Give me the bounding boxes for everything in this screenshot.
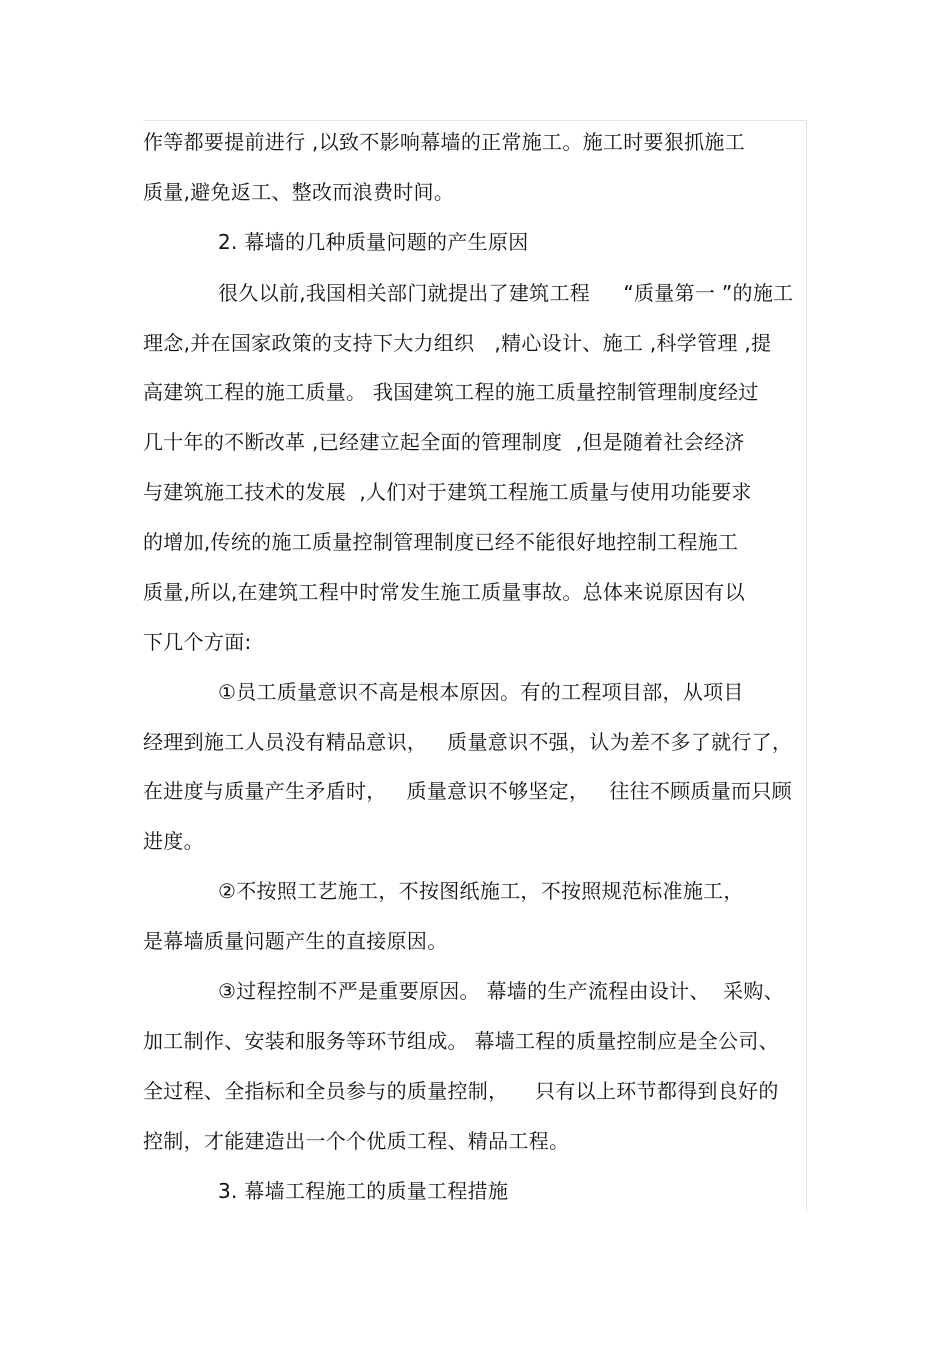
text-line: ③过程控制不严是重要原因。 幕墙的生产流程由设计、 采购、 — [218, 979, 785, 1003]
text-line: 控制，才能建造出一个个优质工程、精品工程。 — [143, 1129, 570, 1153]
text-line: 进度。 — [143, 829, 204, 853]
text-line: 很久以前,我国相关部门就提出了建筑工程 “质量第一 ”的施工 — [218, 281, 794, 305]
text-line: 质量,避免返工、整改而浪费时间。 — [143, 180, 455, 204]
section-heading: 2. 幕墙的几种质量问题的产生原因 — [218, 230, 529, 254]
text-line: 全过程、全指标和全员参与的质量控制， 只有以上环节都得到良好的 — [143, 1079, 779, 1103]
text-line: 的增加,传统的施工质量控制管理制度已经不能很好地控制工程施工 — [143, 530, 739, 554]
text-line: 是幕墙质量问题产生的直接原因。 — [143, 929, 448, 953]
text-line: 经理到施工人员没有精品意识， 质量意识不强，认为差不多了就行了， — [143, 730, 793, 754]
section-heading: 3. 幕墙工程施工的质量工程措施 — [218, 1179, 509, 1203]
text-line: ②不按照工艺施工，不按图纸施工，不按照规范标准施工， — [218, 879, 744, 903]
text-line: 高建筑工程的施工质量。 我国建筑工程的施工质量控制管理制度经过 — [143, 380, 759, 404]
text-line: 几十年的不断改革 ,已经建立起全面的管理制度 ,但是随着社会经济 — [143, 430, 745, 454]
text-line: 与建筑施工技术的发展 ,人们对于建筑工程施工质量与使用功能要求 — [143, 480, 752, 504]
text-line: 在进度与质量产生矛盾时， 质量意识不够坚定， 往往不顾质量而只顾 — [143, 779, 792, 803]
text-line: 下几个方面: — [143, 630, 252, 654]
text-line: 理念,并在国家政策的支持下大力组织 ,精心设计、施工 ,科学管理 ,提 — [143, 331, 772, 355]
text-line: 作等都要提前进行 ,以致不影响幕墙的正常施工。施工时要狠抓施工 — [143, 130, 746, 154]
text-line: ①员工质量意识不高是根本原因。有的工程项目部，从项目 — [218, 680, 744, 704]
text-line: 质量,所以,在建筑工程中时常发生施工质量事故。总体来说原因有以 — [143, 580, 746, 604]
text-line: 加工制作、安装和服务等环节组成。 幕墙工程的质量控制应是全公司、 — [143, 1029, 779, 1053]
